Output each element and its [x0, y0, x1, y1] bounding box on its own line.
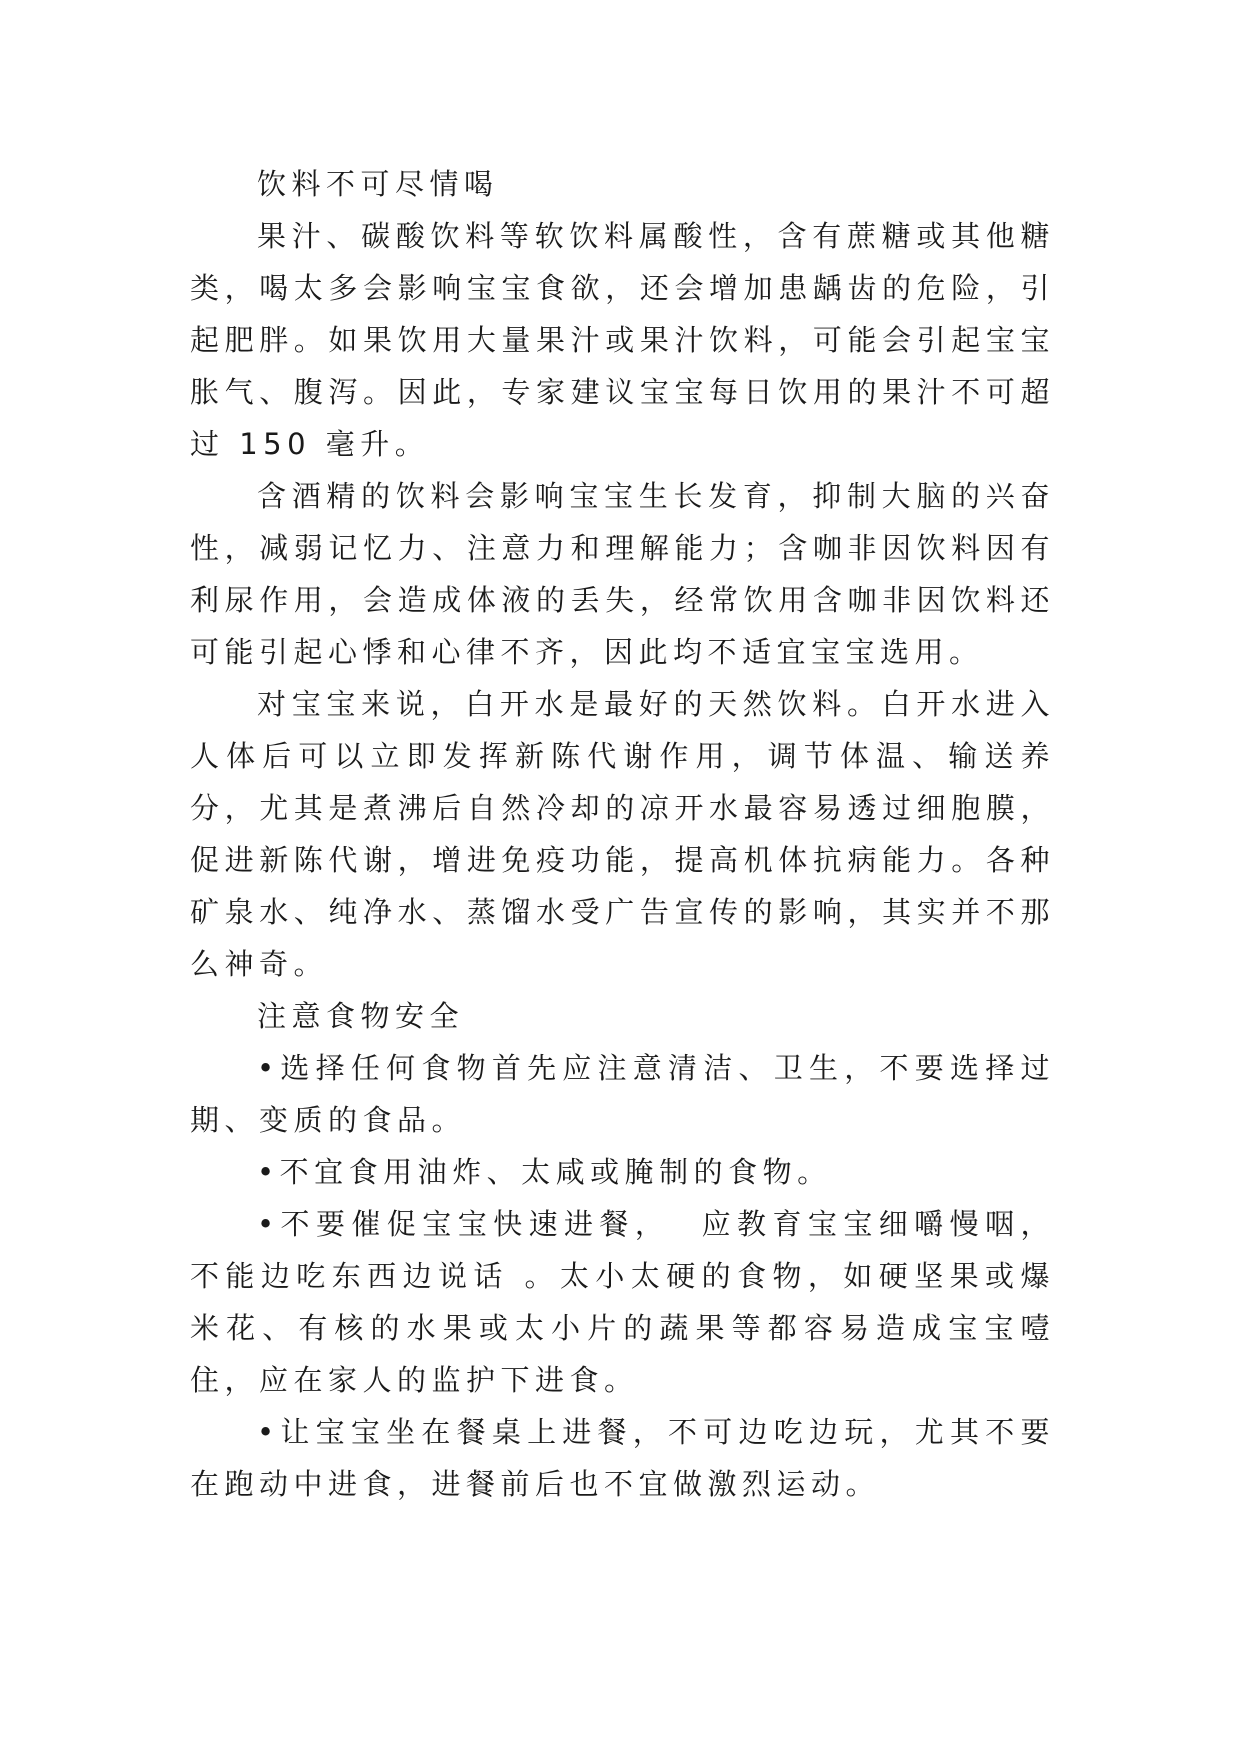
section-heading-food-safety: 注意食物安全: [257, 999, 465, 1033]
paragraph-juice: 果汁、碳酸饮料等软饮料属酸性，含有蔗糖或其他糖类，喝太多会影响宝宝食欲，还会增加患龋齿的危险，引起肥胖。如果饮用大量果汁或果汁饮料，可能会引起宝宝胀气、腹泻。因此，专家建议宝宝每日饮用的果汁不可超过 150 毫升。: [190, 219, 1055, 461]
section-heading-drinks: 饮料不可尽情喝: [257, 167, 499, 201]
paragraph-boiled-water: 对宝宝来说，白开水是最好的天然饮料。白开水进入人体后可以立即发挥新陈代谢作用，调节体温、输送养分，尤其是煮沸后自然冷却的凉开水最容易透过细胞膜，促进新陈代谢，增进免疫功能，提高机体抗病能力。各种矿泉水、纯净水、蒸馏水受广告宣传的影响，其实并不那么神奇。: [190, 687, 1055, 981]
bullet-item-chew-slowly: •不要催促宝宝快速进餐， 应教育宝宝细嚼慢咽，不能边吃东西边说话 。太小太硬的食物，如硬坚果或爆米花、有核的水果或太小片的蔬果等都容易造成宝宝噎住，应在家人的监护下进食。: [190, 1207, 1055, 1397]
bullet-item-eat-at-table: •让宝宝坐在餐桌上进餐，不可边吃边玩，尤其不要在跑动中进食，进餐前后也不宜做激烈运动。: [190, 1415, 1055, 1501]
document-body: [190, 158, 1055, 1510]
paragraph-alcohol-caffeine: 含酒精的饮料会影响宝宝生长发育，抑制大脑的兴奋性，减弱记忆力、注意力和理解能力；含咖非因饮料因有利尿作用，会造成体液的丢失，经常饮用含咖非因饮料还可能引起心悸和心律不齐，因此均不适宜宝宝选用。: [190, 479, 1055, 669]
bullet-item-clean-food: •选择任何食物首先应注意清洁、卫生，不要选择过期、变质的食品。: [190, 1051, 1055, 1137]
bullet-item-no-fried-food: •不宜食用油炸、太咸或腌制的食物。: [257, 1155, 832, 1189]
